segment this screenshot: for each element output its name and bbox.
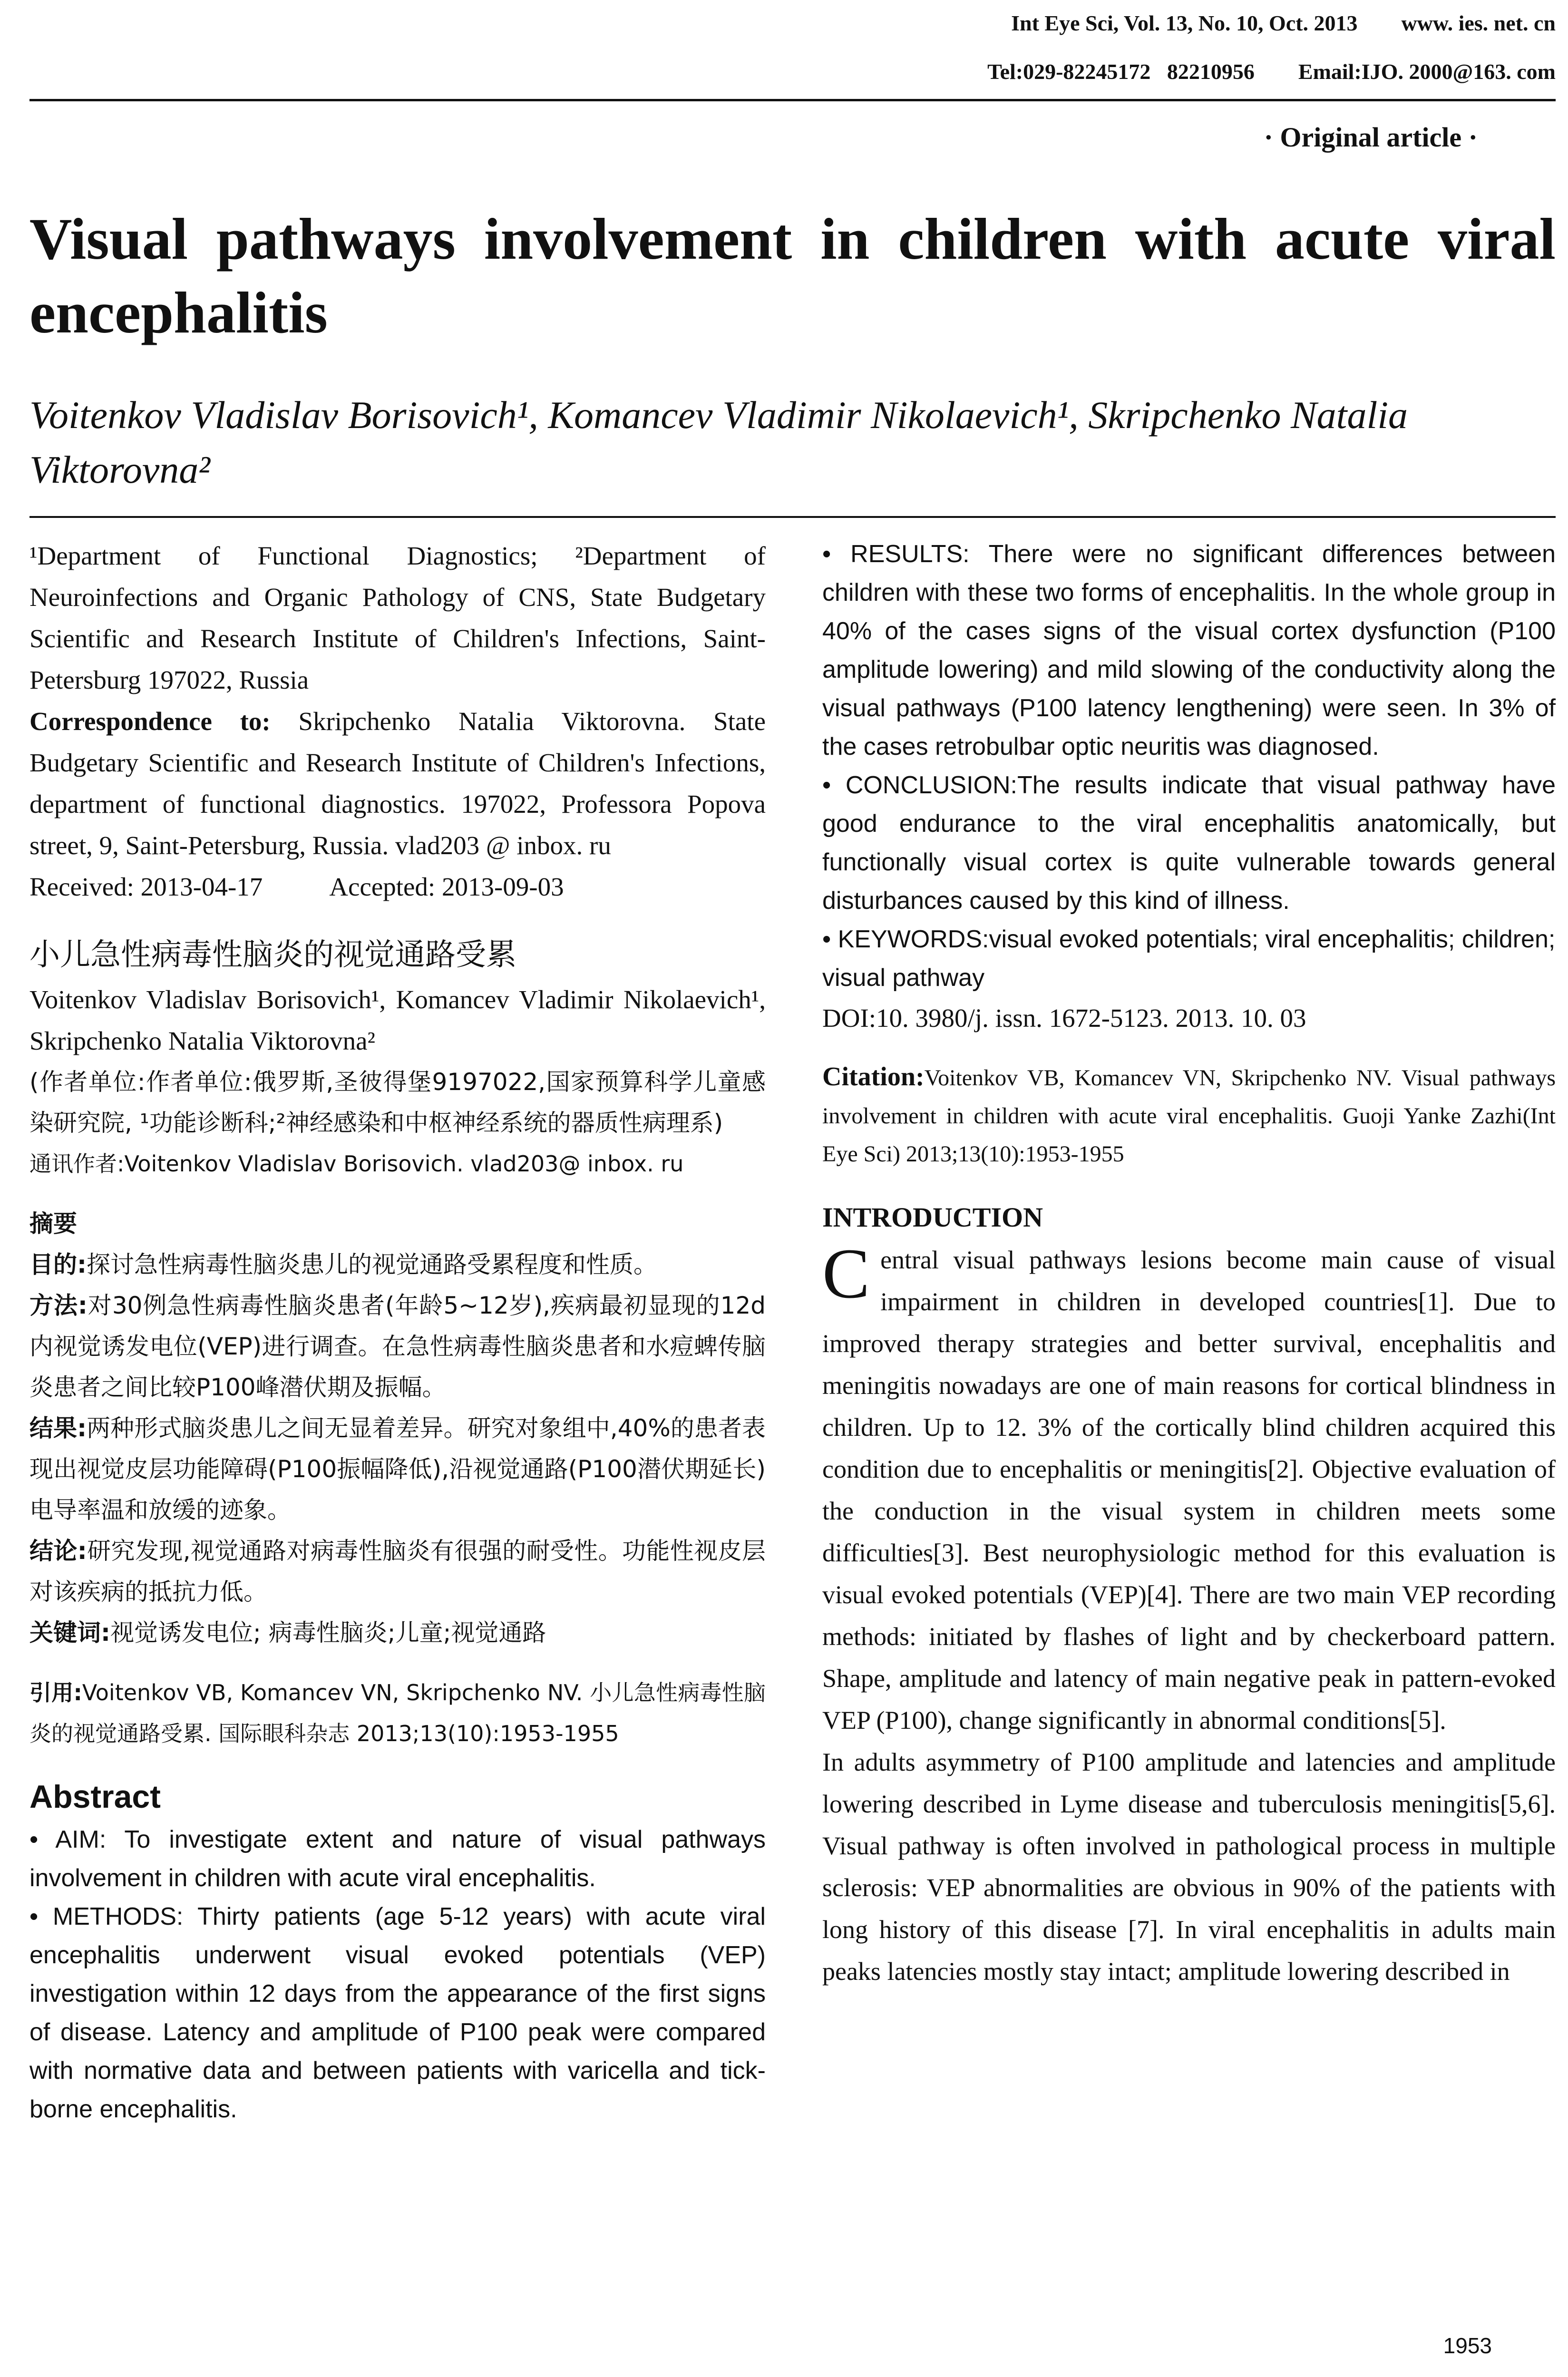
- citation-text: Voitenkov VB, Komancev VN, Skripchenko NV. Visual pathways involvement in children with acute viral encephalitis. Guoji Yanke Zazhi(Int Eye Sci) 2013;13(10):1953-1955: [822, 1065, 1556, 1167]
- abstract-keywords-label: • KEYWORDS:: [822, 925, 989, 953]
- left-column: [29, 535, 766, 2129]
- abstract-keywords: [822, 920, 1556, 997]
- received-date: Received: 2013-04-17: [29, 872, 263, 901]
- correspondence-text: Skripchenko Natalia Viktorovna. State Budgetary Scientific and Research Institute of Children's Infections, department of functional diagnostics. 197022, Professora Popova street, 9, Saint-Petersburg, Russia. vlad203 @ inbox. ru: [29, 707, 766, 860]
- chinese-title: 小儿急性病毒性脑炎的视觉通路受累: [29, 937, 516, 973]
- correspondence-label: Correspondence to:: [29, 707, 271, 736]
- intro-paragraph-1-text: entral visual pathways lesions become main cause of visual impairment in children in developed countries[1]. Due to improved therapy strategies and better survival, encephalitis and meningitis nowadays are one of main reasons for cortical blindness in children. Up to 12. 3% of the cortically blind children acquired this condition due to encephalitis or meningitis[2]. Objective evaluation of the conduction in the visual system in children meets some difficulties[3]. Best neurophysiologic method for this evaluation is visual evoked potentials (VEP)[4]. There are two main VEP recording methods: initiated by flashes of light and by checkerboard pattern. Shape, amplitude and latency of main negative peak in pattern-evoked VEP (P100), change significantly in abnormal conditions[5].: [822, 1246, 1556, 1734]
- chinese-methods-text: 对30例急性病毒性脑炎患者(年龄5~12岁),疾病最初显现的12d内视觉诱发电位(VEP)进行调查。在急性病毒性脑炎患者和水痘蜱传脑炎患者之间比较P100峰潜伏期及振幅。: [29, 1292, 766, 1401]
- abstract-methods-label: • METHODS:: [29, 1903, 184, 1930]
- chinese-conclusion-label: 结论:: [29, 1537, 87, 1565]
- chinese-aim-label: 目的:: [29, 1251, 87, 1278]
- paper-title: Visual pathways involvement in children with acute viral encephalitis: [29, 206, 1556, 345]
- chinese-authors: Voitenkov Vladislav Borisovich¹, Komancev Vladimir Nikolaevich¹, Skripchenko Natalia Viktorovna²: [29, 985, 766, 1055]
- intro-paragraph-2: In adults asymmetry of P100 amplitude and latencies and amplitude lowering described in Lyme disease and tuberculosis meningitis[5,6]. Visual pathway is often involved in pathological process in multiple sclerosis: VEP abnormalities are obvious in 90% of the patients with long history of this disease [7]. In viral encephalitis in adults main peaks latencies mostly stay intact; amplitude lowering described in: [822, 1748, 1556, 1986]
- chinese-affiliation: (作者单位:作者单位:俄罗斯,圣彼得堡9197022,国家预算科学儿童感染研究院, ¹功能诊断科;²神经感染和中枢神经系统的器质性病理系): [29, 1068, 766, 1137]
- journal-header-line1: Int Eye Sci, Vol. 13, No. 10, Oct. 2013 www. ies. net. cn: [1011, 11, 1556, 35]
- chinese-methods: [29, 1285, 766, 1408]
- chinese-citation: [29, 1672, 766, 1754]
- chinese-aim-text: 探讨急性病毒性脑炎患儿的视觉通路受累程度和性质。: [87, 1251, 657, 1278]
- chinese-keywords: [29, 1612, 766, 1653]
- intro-paragraph-1: [822, 1234, 1556, 1741]
- chinese-results-text: 两种形式脑炎患儿之间无显着差异。研究对象组中,40%的患者表现出视觉皮层功能障碍(P100振幅降低),沿视觉通路(P100潜伏期延长)电导率温和放缓的迹象。: [29, 1414, 766, 1524]
- journal-header-line2: Tel:029-82245172 82210956 Email:IJO. 2000@163. com: [987, 59, 1556, 84]
- introduction-heading: INTRODUCTION: [822, 1202, 1043, 1233]
- abstract-results-text: There were no significant differences between children with these two forms of encephalitis. In the whole group in 40% of the cases signs of the visual cortex dysfunction (P100 amplitude lowering) and mild slowing of the conductivity along the visual pathways (P100 latency lengthening) were seen. In 3% of the cases retrobulbar optic neuritis was diagnosed.: [822, 540, 1556, 760]
- chinese-results-label: 结果:: [29, 1414, 87, 1442]
- drop-cap: C: [822, 1234, 870, 1313]
- affiliation: ¹Department of Functional Diagnostics; ²Department of Neuroinfections and Organic Pathology of CNS, State Budgetary Scientific and Research Institute of Children's Infections, Saint-Petersburg 197022, Russia: [29, 541, 766, 694]
- chinese-methods-label: 方法:: [29, 1292, 88, 1319]
- abstract-methods-text: Thirty patients (age 5-12 years) with acute viral encephalitis underwent visual evoked potentials (VEP) investigation within 12 days from the appearance of the first signs of disease. Latency and amplitude of P100 peak were compared with normative data and between patients with varicella and tick-borne encephalitis.: [29, 1903, 766, 2123]
- title-divider: [29, 516, 1556, 518]
- correspondence: [29, 701, 766, 866]
- abstract-methods: [29, 1898, 766, 2129]
- chinese-conclusion-text: 研究发现,视觉通路对病毒性脑炎有很强的耐受性。功能性视皮层对该疾病的抵抗力低。: [29, 1537, 766, 1606]
- doi: DOI:10. 3980/j. issn. 1672-5123. 2013. 10. 03: [822, 1003, 1306, 1033]
- chinese-abstract-heading: 摘要: [29, 1210, 77, 1237]
- chinese-keywords-text: 视觉诱发电位; 病毒性脑炎;儿童;视觉通路: [110, 1619, 546, 1646]
- abstract-aim-text: To investigate extent and nature of visual pathways involvement in children with acute viral encephalitis.: [29, 1826, 766, 1892]
- author-list: Voitenkov Vladislav Borisovich¹, Komancev Vladimir Nikolaevich¹, Skripchenko Natalia Viktorovna²: [29, 393, 1408, 491]
- dates: [29, 866, 766, 907]
- chinese-cite-label: 引用:: [29, 1680, 82, 1705]
- abstract-heading: Abstract: [29, 1779, 161, 1815]
- citation: [822, 1058, 1556, 1173]
- abstract-conclusion-text: The results indicate that visual pathway have good endurance to the viral encephalitis anatomically, but functionally visual cortex is quite vulnerable towards general disturbances caused by this kind of illness.: [822, 771, 1556, 915]
- chinese-aim: [29, 1244, 766, 1285]
- chinese-conclusion: [29, 1530, 766, 1612]
- article-type: · Original article ·: [1264, 122, 1478, 153]
- header-divider: [29, 99, 1556, 101]
- abstract-conclusion-label: • CONCLUSION:: [822, 771, 1018, 799]
- abstract-results: [822, 535, 1556, 766]
- abstract-aim: [29, 1821, 766, 1898]
- abstract-keywords-text: visual evoked potentials; viral encephalitis; children; visual pathway: [822, 925, 1556, 992]
- abstract-results-label: • RESULTS:: [822, 540, 970, 568]
- citation-label: Citation:: [822, 1062, 925, 1091]
- chinese-correspondence: 通讯作者:Voitenkov Vladislav Borisovich. vlad203@ inbox. ru: [29, 1151, 684, 1177]
- abstract-aim-label: • AIM:: [29, 1826, 107, 1853]
- chinese-results: [29, 1408, 766, 1530]
- chinese-cite-text: Voitenkov VB, Komancev VN, Skripchenko NV. 小儿急性病毒性脑炎的视觉通路受累. 国际眼科杂志 2013;13(10):1953-1955: [29, 1680, 766, 1746]
- chinese-keywords-label: 关键词:: [29, 1619, 110, 1646]
- abstract-conclusion: [822, 766, 1556, 920]
- right-column: [822, 535, 1556, 1992]
- accepted-date: Accepted: 2013-09-03: [329, 872, 564, 901]
- page-number: 1953: [1443, 2333, 1492, 2358]
